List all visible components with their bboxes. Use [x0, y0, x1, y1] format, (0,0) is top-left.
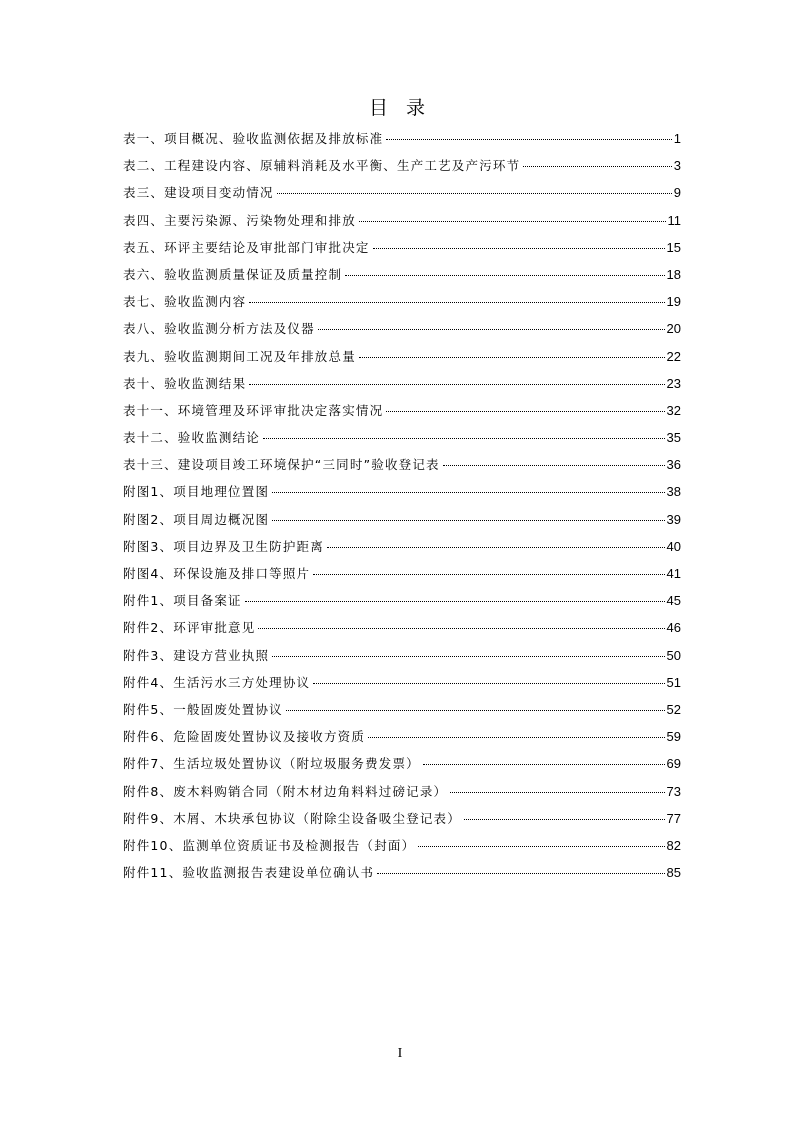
toc-entry-page-number: 40	[666, 538, 681, 554]
toc-entry[interactable]	[123, 125, 681, 152]
toc-entry[interactable]	[123, 750, 681, 777]
toc-entry-page-number: 19	[666, 294, 681, 310]
toc-entry[interactable]	[123, 424, 681, 451]
toc-entry-page-number: 39	[666, 511, 681, 527]
toc-entry-page-number: 59	[666, 729, 681, 745]
toc-entry[interactable]	[123, 696, 681, 723]
toc-entry-label: 表九、验收监测期间工况及年排放总量	[123, 348, 356, 364]
toc-entry[interactable]	[123, 614, 681, 641]
toc-entry-page-number: 69	[666, 756, 681, 772]
dot-leader	[286, 710, 665, 711]
dot-leader	[258, 628, 664, 629]
dot-leader	[263, 438, 665, 439]
dot-leader	[423, 764, 665, 765]
toc-entry-page-number: 11	[667, 212, 681, 228]
toc-entry[interactable]	[123, 343, 681, 370]
toc-entry[interactable]	[123, 451, 681, 478]
dot-leader	[386, 139, 671, 140]
toc-entry-label: 附件8、废木料购销合同（附木材边角料料过磅记录）	[123, 783, 448, 799]
dot-leader	[345, 275, 664, 276]
page-title: 目 录	[368, 97, 432, 119]
toc-entry-page-number: 1	[673, 131, 681, 146]
dot-leader	[245, 601, 665, 602]
toc-entry-page-number: 85	[666, 865, 681, 881]
dot-leader	[359, 221, 666, 222]
toc-entry[interactable]	[123, 805, 681, 832]
toc-entry[interactable]	[123, 370, 681, 397]
dot-leader	[368, 737, 664, 738]
toc-entry-page-number: 51	[666, 674, 681, 690]
toc-entry-label: 表一、项目概况、验收监测依据及排放标准	[123, 131, 384, 146]
toc-entry-page-number: 23	[666, 375, 681, 391]
toc-entry-page-number: 38	[666, 484, 681, 500]
toc-entry-page-number: 77	[666, 810, 681, 826]
toc-entry-page-number: 52	[666, 701, 681, 717]
toc-entry-label: 附图1、项目地理位置图	[123, 484, 270, 500]
toc-entry-label: 表十二、验收监测结论	[123, 430, 261, 446]
toc-entry-label: 附件2、环评审批意见	[123, 620, 256, 636]
toc-entry-page-number: 15	[666, 239, 681, 255]
toc-entry[interactable]	[123, 234, 681, 261]
toc-entry-page-number: 20	[666, 321, 681, 337]
toc-entry-label: 附件5、一般固废处置协议	[123, 701, 283, 717]
dot-leader	[272, 520, 664, 521]
toc-entry-label: 附图4、环保设施及排口等照片	[123, 566, 311, 581]
toc-entry-label: 表六、验收监测质量保证及质量控制	[123, 266, 343, 282]
toc-entry[interactable]	[123, 587, 681, 614]
dot-leader	[313, 683, 664, 684]
dot-leader	[386, 411, 664, 412]
toc-entry[interactable]	[123, 397, 681, 424]
dot-leader	[277, 193, 672, 194]
toc-entry-page-number: 22	[666, 348, 681, 364]
dot-leader	[450, 792, 664, 793]
toc-entry-label: 附件9、木屑、木块承包协议（附除尘设备吸尘登记表）	[123, 810, 461, 826]
dot-leader	[464, 819, 665, 820]
toc-entry[interactable]	[123, 478, 681, 505]
dot-leader	[359, 357, 665, 358]
toc-entry[interactable]	[123, 179, 681, 206]
toc-entry-page-number: 73	[666, 783, 681, 799]
toc-entry[interactable]	[123, 315, 681, 342]
toc-entry-label: 表七、验收监测内容	[123, 294, 247, 310]
toc-entry-label: 附件7、生活垃圾处置协议（附垃圾服务费发票）	[123, 756, 420, 772]
toc-entry-label: 附图3、项目边界及卫生防护距离	[123, 538, 324, 554]
toc-entry[interactable]	[123, 723, 681, 750]
toc-entry[interactable]	[123, 778, 681, 805]
dot-leader	[249, 302, 664, 303]
toc-entry-page-number: 46	[666, 620, 681, 636]
toc-entry-label: 附件11、验收监测报告表建设单位确认书	[123, 865, 375, 881]
toc-entry-page-number: 36	[666, 457, 681, 473]
dot-leader	[443, 465, 665, 466]
toc-entry-page-number: 41	[666, 566, 681, 581]
dot-leader	[418, 846, 664, 847]
toc-entry-page-number: 18	[666, 266, 681, 282]
table-of-contents	[123, 125, 681, 886]
toc-entry-label: 表三、建设项目变动情况	[123, 185, 274, 201]
toc-entry-label: 表五、环评主要结论及审批部门审批决定	[123, 239, 370, 255]
toc-entry-page-number: 9	[673, 185, 681, 201]
dot-leader	[327, 547, 665, 548]
page-number: I	[397, 1046, 403, 1061]
toc-entry-label: 表十一、环境管理及环评审批决定落实情况	[123, 402, 384, 418]
toc-entry-label: 附件6、危险固废处置协议及接收方资质	[123, 729, 366, 745]
toc-entry[interactable]	[123, 261, 681, 288]
toc-entry[interactable]	[123, 642, 681, 669]
toc-entry-page-number: 35	[666, 430, 681, 446]
toc-entry-page-number: 45	[666, 593, 681, 609]
dot-leader	[373, 248, 665, 249]
toc-entry-label: 附件10、监测单位资质证书及检测报告（封面）	[123, 837, 416, 853]
toc-entry-label: 附图2、项目周边概况图	[123, 511, 270, 527]
toc-entry[interactable]	[123, 669, 681, 696]
toc-entry-label: 附件3、建设方营业执照	[123, 647, 270, 663]
toc-entry-label: 附件1、项目备案证	[123, 593, 242, 609]
toc-entry-page-number: 3	[673, 158, 681, 174]
toc-entry-label: 表八、验收监测分析方法及仪器	[123, 321, 315, 337]
toc-entry[interactable]	[123, 560, 681, 587]
toc-entry[interactable]	[123, 506, 681, 533]
toc-entry[interactable]	[123, 832, 681, 859]
dot-leader	[249, 384, 664, 385]
toc-entry-label: 附件4、生活污水三方处理协议	[123, 674, 311, 690]
toc-entry-label: 表十三、建设项目竣工环境保护“三同时”验收登记表	[123, 457, 440, 473]
toc-entry-page-number: 50	[666, 647, 681, 663]
toc-entry-label: 表十、验收监测结果	[123, 375, 247, 391]
toc-entry[interactable]	[123, 859, 681, 886]
dot-leader	[313, 574, 664, 575]
toc-entry-page-number: 32	[666, 402, 681, 418]
toc-entry[interactable]	[123, 207, 681, 234]
toc-entry-page-number: 82	[666, 837, 681, 853]
toc-entry[interactable]	[123, 152, 681, 179]
dot-leader	[523, 166, 671, 167]
dot-leader	[318, 329, 665, 330]
toc-entry-label: 表四、主要污染源、污染物处理和排放	[123, 212, 356, 228]
dot-leader	[272, 492, 664, 493]
toc-entry[interactable]	[123, 288, 681, 315]
dot-leader	[377, 873, 664, 874]
toc-entry[interactable]	[123, 533, 681, 560]
toc-entry-label: 表二、工程建设内容、原辅料消耗及水平衡、生产工艺及产污环节	[123, 158, 521, 174]
dot-leader	[272, 656, 664, 657]
